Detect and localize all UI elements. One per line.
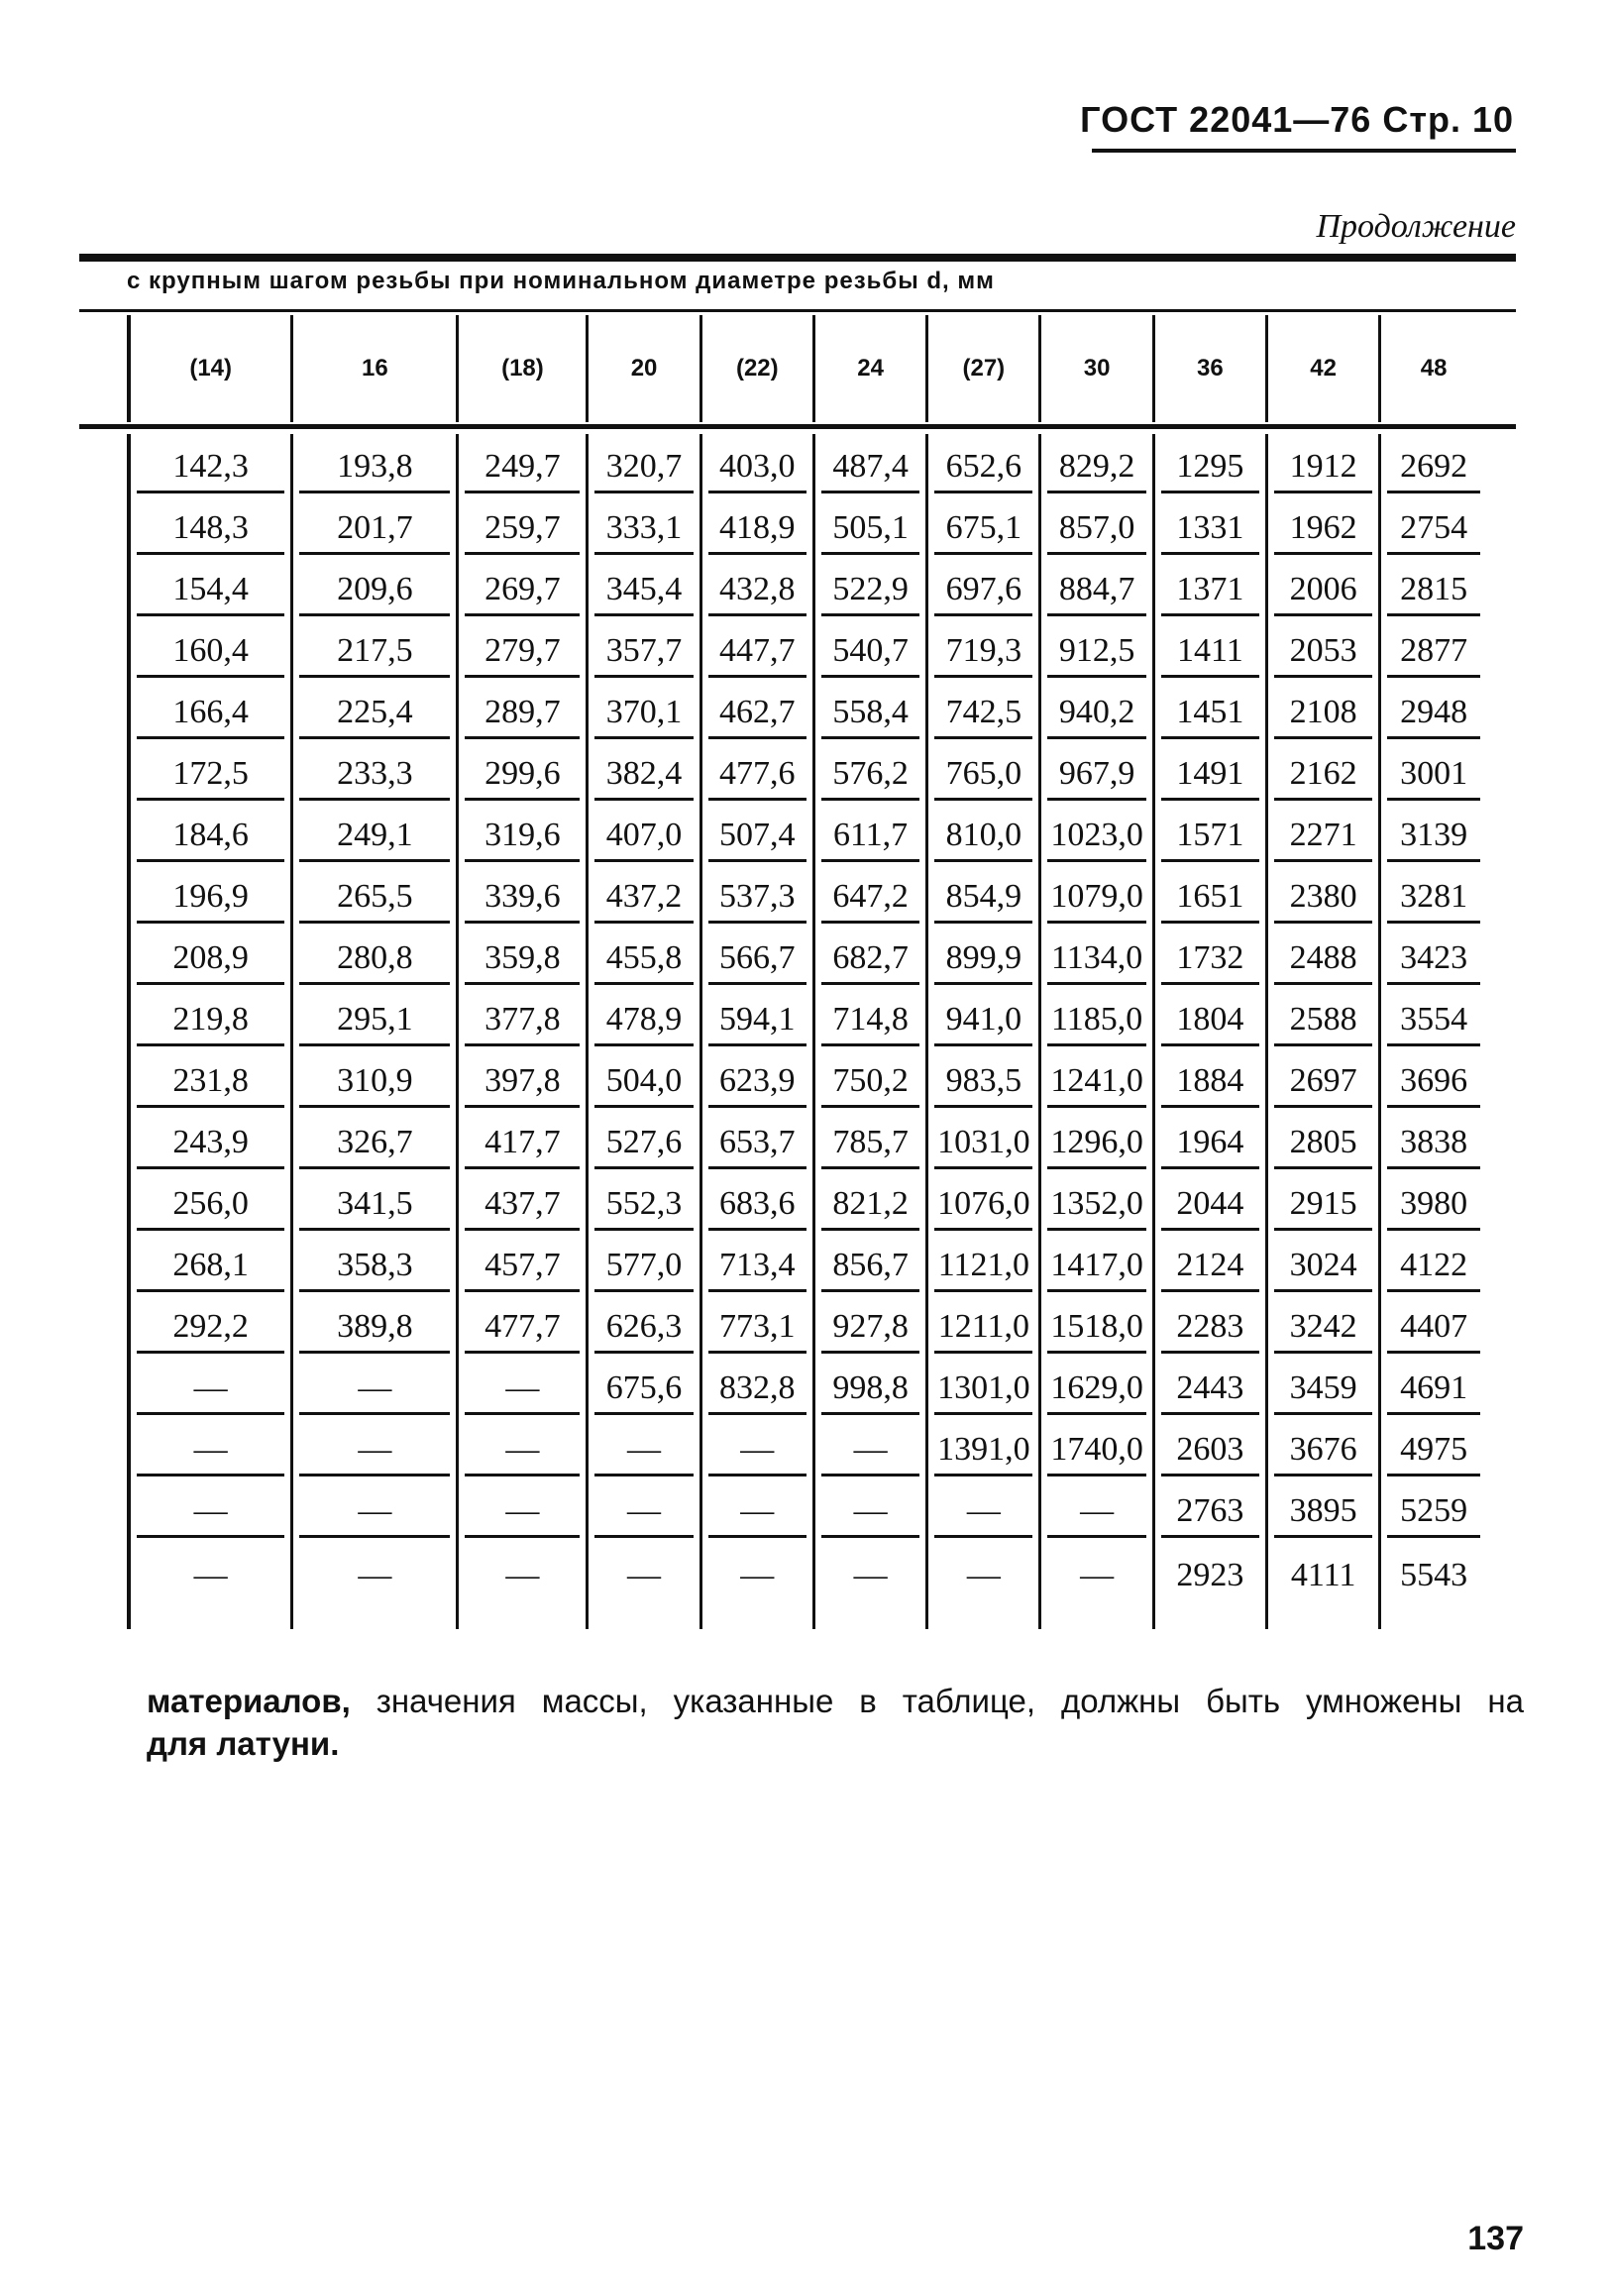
table-cell: — — [465, 1478, 580, 1538]
table-cell: 697,6 — [934, 557, 1032, 616]
table-cell: — — [708, 1478, 806, 1538]
table-cell: 407,0 — [594, 803, 693, 862]
table-cell: 377,8 — [465, 987, 580, 1046]
table-cell: — — [966, 1557, 1001, 1593]
table-cell: 527,6 — [594, 1110, 693, 1169]
column-header: 36 — [1152, 315, 1265, 422]
table-cell: 382,4 — [594, 741, 693, 801]
header-underline — [1092, 149, 1516, 153]
table-cell: — — [1047, 1478, 1145, 1538]
table-cell: 785,7 — [821, 1110, 919, 1169]
table-cell: 359,8 — [465, 926, 580, 985]
table-cell: 1079,0 — [1047, 864, 1145, 924]
table-cell: 899,9 — [934, 926, 1032, 985]
page-number: 137 — [1467, 2220, 1524, 2257]
table-cell: 184,6 — [137, 803, 284, 862]
table-cell: 2488 — [1274, 926, 1372, 985]
table-cell: 522,9 — [821, 557, 919, 616]
table-cell: 540,7 — [821, 618, 919, 678]
table-cell: 4407 — [1387, 1294, 1480, 1354]
table-cell: 243,9 — [137, 1110, 284, 1169]
column-header: (18) — [456, 315, 586, 422]
table-cell: 2697 — [1274, 1048, 1372, 1108]
footnote — [147, 1681, 1524, 1766]
header-bottom-rule — [79, 424, 1516, 429]
table-cell: 3895 — [1274, 1478, 1372, 1538]
document-header: ГОСТ 22041—76 Стр. 10 — [1080, 99, 1514, 140]
table-cell: 397,8 — [465, 1048, 580, 1108]
table-cell: 1121,0 — [934, 1233, 1032, 1292]
table-cell: 2044 — [1161, 1171, 1259, 1231]
table-cell: — — [821, 1478, 919, 1538]
table-cell: 2763 — [1161, 1478, 1259, 1538]
table-cell: — — [505, 1557, 540, 1593]
table-cell: 1651 — [1161, 864, 1259, 924]
table-cell: 219,8 — [137, 987, 284, 1046]
table-cell: 594,1 — [708, 987, 806, 1046]
table-cell: 3001 — [1387, 741, 1480, 801]
table-cell: 1031,0 — [934, 1110, 1032, 1169]
table-cell: 437,7 — [465, 1171, 580, 1231]
table-cell: 3242 — [1274, 1294, 1372, 1354]
table-cell: — — [853, 1557, 888, 1593]
table-cell: 4122 — [1387, 1233, 1480, 1292]
table-cell: 940,2 — [1047, 680, 1145, 739]
table-cell: 225,4 — [299, 680, 450, 739]
table-column — [1265, 434, 1378, 1629]
table-cell: 477,6 — [708, 741, 806, 801]
table-cell: 279,7 — [465, 618, 580, 678]
table-cell: 432,8 — [708, 557, 806, 616]
table-cell: 2603 — [1161, 1417, 1259, 1476]
table-cell: 289,7 — [465, 680, 580, 739]
table-cell: 201,7 — [299, 495, 450, 555]
table-cell: — — [137, 1356, 284, 1415]
table-cell: 1295 — [1161, 434, 1259, 493]
table-cell: 2877 — [1387, 618, 1480, 678]
table-cell: 193,8 — [299, 434, 450, 493]
table-cell: 217,5 — [299, 618, 450, 678]
table-cell: 3024 — [1274, 1233, 1372, 1292]
table-cell: 713,4 — [708, 1233, 806, 1292]
table-cell: 142,3 — [137, 434, 284, 493]
column-header: 42 — [1265, 315, 1378, 422]
table-cell: 1417,0 — [1047, 1233, 1145, 1292]
table-cell: 1211,0 — [934, 1294, 1032, 1354]
table-cell: 611,7 — [821, 803, 919, 862]
table-cell: 172,5 — [137, 741, 284, 801]
footnote-word: таблице, — [902, 1683, 1036, 1719]
table-cell: 3838 — [1387, 1110, 1480, 1169]
column-header: 16 — [290, 315, 456, 422]
table-cell: 1331 — [1161, 495, 1259, 555]
table-cell: — — [821, 1417, 919, 1476]
table-cell: 2006 — [1274, 557, 1372, 616]
table-cell: 256,0 — [137, 1171, 284, 1231]
table-cell: 326,7 — [299, 1110, 450, 1169]
table-cell: 1732 — [1161, 926, 1259, 985]
table-cell: 437,2 — [594, 864, 693, 924]
table-cell: 2805 — [1274, 1110, 1372, 1169]
table-cell: 3139 — [1387, 803, 1480, 862]
table-cell: 1241,0 — [1047, 1048, 1145, 1108]
table-cell: 345,4 — [594, 557, 693, 616]
table-cell: 2692 — [1387, 434, 1480, 493]
table-cell: 1451 — [1161, 680, 1259, 739]
table-cell: 4691 — [1387, 1356, 1480, 1415]
table-cell: — — [1080, 1557, 1115, 1593]
table-cell: 249,1 — [299, 803, 450, 862]
table-cell: 358,3 — [299, 1233, 450, 1292]
table-cell: 418,9 — [708, 495, 806, 555]
table-cell: 259,7 — [465, 495, 580, 555]
table-cell: 577,0 — [594, 1233, 693, 1292]
table-cell: 196,9 — [137, 864, 284, 924]
table-cell: 967,9 — [1047, 741, 1145, 801]
table-cell: 487,4 — [821, 434, 919, 493]
table-cell: 941,0 — [934, 987, 1032, 1046]
table-cell: 1571 — [1161, 803, 1259, 862]
table-cell: 912,5 — [1047, 618, 1145, 678]
table-cell: — — [137, 1478, 284, 1538]
table-cell: — — [465, 1356, 580, 1415]
table-cell: 3676 — [1274, 1417, 1372, 1476]
table-cell: — — [465, 1417, 580, 1476]
column-header: 48 — [1378, 315, 1486, 422]
table-cell: 341,5 — [299, 1171, 450, 1231]
table-column — [1152, 434, 1265, 1629]
table-cell: 268,1 — [137, 1233, 284, 1292]
table-cell: 1371 — [1161, 557, 1259, 616]
table-cell: 4975 — [1387, 1417, 1480, 1476]
table-cell: — — [137, 1417, 284, 1476]
table-cell: 1076,0 — [934, 1171, 1032, 1231]
table-cell: 3554 — [1387, 987, 1480, 1046]
table-cell: 682,7 — [821, 926, 919, 985]
table-cell: 832,8 — [708, 1356, 806, 1415]
table-cell: 154,4 — [137, 557, 284, 616]
footnote-word: указанные — [673, 1683, 834, 1719]
table-cell: 558,4 — [821, 680, 919, 739]
table-cell: 1023,0 — [1047, 803, 1145, 862]
footnote-word: значения — [376, 1683, 516, 1719]
footnote-line-1 — [147, 1681, 1524, 1723]
table-cell: — — [299, 1478, 450, 1538]
table-cell: 810,0 — [934, 803, 1032, 862]
table-column — [925, 434, 1038, 1629]
table-cell: 357,7 — [594, 618, 693, 678]
table-cell: — — [193, 1557, 228, 1593]
table-cell: 5259 — [1387, 1478, 1480, 1538]
table-cell: 1411 — [1161, 618, 1259, 678]
column-header: 20 — [586, 315, 699, 422]
table-cell: 1912 — [1274, 434, 1372, 493]
table-cell: 3980 — [1387, 1171, 1480, 1231]
table-cell: 1740,0 — [1047, 1417, 1145, 1476]
table-cell: 310,9 — [299, 1048, 450, 1108]
table-cell: 719,3 — [934, 618, 1032, 678]
column-header: (27) — [925, 315, 1038, 422]
table-column — [586, 434, 699, 1629]
footnote-line-2: для латуни. — [147, 1724, 340, 1762]
table-cell: 231,8 — [137, 1048, 284, 1108]
footnote-word: на — [1487, 1683, 1524, 1719]
table-cell: 1134,0 — [1047, 926, 1145, 985]
table-cell: 856,7 — [821, 1233, 919, 1292]
table-cell: 389,8 — [299, 1294, 450, 1354]
table-cell: 2271 — [1274, 803, 1372, 862]
table-cell: 1804 — [1161, 987, 1259, 1046]
table-header-row — [127, 315, 1486, 422]
table-cell: 1884 — [1161, 1048, 1259, 1108]
table-cell: 5543 — [1400, 1557, 1468, 1593]
table-cell: — — [740, 1557, 775, 1593]
table-cell: 269,7 — [465, 557, 580, 616]
table-cell: 652,6 — [934, 434, 1032, 493]
table-cell: 505,1 — [821, 495, 919, 555]
table-cell: — — [627, 1557, 662, 1593]
table-cell: 773,1 — [708, 1294, 806, 1354]
table-column — [1378, 434, 1486, 1629]
table-cell: 339,6 — [465, 864, 580, 924]
table-cell: 507,4 — [708, 803, 806, 862]
table-cell: — — [934, 1478, 1032, 1538]
table-cell: 417,7 — [465, 1110, 580, 1169]
table-cell: 2380 — [1274, 864, 1372, 924]
table-cell: 857,0 — [1047, 495, 1145, 555]
table-cell: 566,7 — [708, 926, 806, 985]
table-cell: 447,7 — [708, 618, 806, 678]
table-cell: 1964 — [1161, 1110, 1259, 1169]
table-cell: 3423 — [1387, 926, 1480, 985]
table-caption: с крупным шагом резьбы при номинальном диаметре резьбы d, мм — [127, 268, 995, 294]
table-cell: 1962 — [1274, 495, 1372, 555]
table-cell: 2283 — [1161, 1294, 1259, 1354]
table-cell: 2754 — [1387, 495, 1480, 555]
table-column — [127, 434, 290, 1629]
table-column — [290, 434, 456, 1629]
table-cell: 927,8 — [821, 1294, 919, 1354]
footnote-word: материалов, — [147, 1683, 351, 1719]
table-cell: 462,7 — [708, 680, 806, 739]
caption-rule — [79, 309, 1516, 312]
table-cell: — — [594, 1417, 693, 1476]
table-cell: 1518,0 — [1047, 1294, 1145, 1354]
table-cell: 675,1 — [934, 495, 1032, 555]
table-cell: — — [299, 1417, 450, 1476]
table-cell: 504,0 — [594, 1048, 693, 1108]
table-cell: 552,3 — [594, 1171, 693, 1231]
table-cell: 160,4 — [137, 618, 284, 678]
table-cell: 537,3 — [708, 864, 806, 924]
table-cell: 2948 — [1387, 680, 1480, 739]
table-cell: 148,3 — [137, 495, 284, 555]
column-header: 24 — [812, 315, 925, 422]
table-cell: 2588 — [1274, 987, 1372, 1046]
table-cell: 166,4 — [137, 680, 284, 739]
table-cell: 3459 — [1274, 1356, 1372, 1415]
table-cell: 333,1 — [594, 495, 693, 555]
footnote-word: в — [859, 1683, 877, 1719]
table-cell: 265,5 — [299, 864, 450, 924]
table-body — [127, 434, 1486, 1629]
table-cell: 2443 — [1161, 1356, 1259, 1415]
table-cell: 320,7 — [594, 434, 693, 493]
column-header: (22) — [699, 315, 812, 422]
table-cell: 2923 — [1176, 1557, 1244, 1593]
table-cell: 765,0 — [934, 741, 1032, 801]
table-cell: — — [708, 1417, 806, 1476]
table-cell: 2053 — [1274, 618, 1372, 678]
table-cell: 1185,0 — [1047, 987, 1145, 1046]
table-cell: 653,7 — [708, 1110, 806, 1169]
table-cell: 292,2 — [137, 1294, 284, 1354]
table-cell: 884,7 — [1047, 557, 1145, 616]
table-cell: 2162 — [1274, 741, 1372, 801]
table-cell: 1301,0 — [934, 1356, 1032, 1415]
table-cell: 1296,0 — [1047, 1110, 1145, 1169]
table-cell: 576,2 — [821, 741, 919, 801]
table-cell: 2815 — [1387, 557, 1480, 616]
footnote-word: массы, — [541, 1683, 648, 1719]
table-cell: 1629,0 — [1047, 1356, 1145, 1415]
table-cell: 1491 — [1161, 741, 1259, 801]
table-cell: 295,1 — [299, 987, 450, 1046]
table-cell: 457,7 — [465, 1233, 580, 1292]
table-cell: 233,3 — [299, 741, 450, 801]
table-cell: 1391,0 — [934, 1417, 1032, 1476]
table-cell: 280,8 — [299, 926, 450, 985]
table-cell: 983,5 — [934, 1048, 1032, 1108]
table-cell: 319,6 — [465, 803, 580, 862]
table-cell: 370,1 — [594, 680, 693, 739]
table-cell: 647,2 — [821, 864, 919, 924]
table-cell: 455,8 — [594, 926, 693, 985]
table-cell: 998,8 — [821, 1356, 919, 1415]
table-column — [812, 434, 925, 1629]
table-cell: 683,6 — [708, 1171, 806, 1231]
table-cell: 249,7 — [465, 434, 580, 493]
column-header: 30 — [1038, 315, 1151, 422]
table-cell: 2124 — [1161, 1233, 1259, 1292]
table-cell: — — [358, 1557, 392, 1593]
table-cell: 478,9 — [594, 987, 693, 1046]
table-column — [456, 434, 586, 1629]
table-cell: 403,0 — [708, 434, 806, 493]
table-cell: 626,3 — [594, 1294, 693, 1354]
column-header: (14) — [127, 315, 290, 422]
table-cell: 1352,0 — [1047, 1171, 1145, 1231]
table-cell: — — [594, 1478, 693, 1538]
table-cell: 4111 — [1290, 1557, 1356, 1593]
table-cell: 854,9 — [934, 864, 1032, 924]
table-cell: 208,9 — [137, 926, 284, 985]
table-cell: — — [299, 1356, 450, 1415]
table-top-rule — [79, 254, 1516, 262]
table-cell: 750,2 — [821, 1048, 919, 1108]
table-cell: 299,6 — [465, 741, 580, 801]
table-cell: 821,2 — [821, 1171, 919, 1231]
table-cell: 2108 — [1274, 680, 1372, 739]
footnote-word: умножены — [1305, 1683, 1462, 1719]
table-cell: 742,5 — [934, 680, 1032, 739]
table-cell: 675,6 — [594, 1356, 693, 1415]
footnote-word: быть — [1206, 1683, 1281, 1719]
table-cell: 829,2 — [1047, 434, 1145, 493]
table-cell: 477,7 — [465, 1294, 580, 1354]
table-cell: 209,6 — [299, 557, 450, 616]
table-cell: 2915 — [1274, 1171, 1372, 1231]
table-cell: 623,9 — [708, 1048, 806, 1108]
table-column — [699, 434, 812, 1629]
footnote-word: должны — [1060, 1683, 1181, 1719]
table-column — [1038, 434, 1151, 1629]
continuation-label: Продолжение — [1316, 208, 1516, 245]
table-cell: 714,8 — [821, 987, 919, 1046]
table-cell: 3281 — [1387, 864, 1480, 924]
table-cell: 3696 — [1387, 1048, 1480, 1108]
